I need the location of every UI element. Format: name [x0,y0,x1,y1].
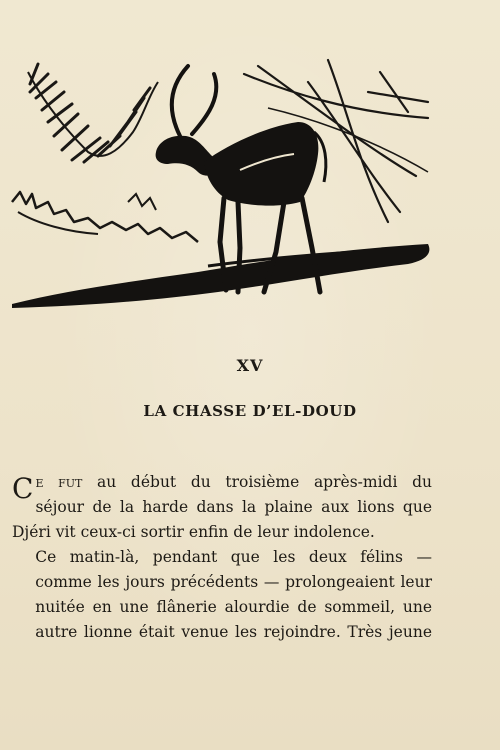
chapter-number: XV [236,356,264,375]
opening-smallcaps: e fut [35,473,83,491]
text-segment: au début du troisième après-midi du [82,473,432,491]
text-line [12,470,432,495]
text-line: nuitée en une flânerie alourdie de sommeil, une [35,598,432,616]
text-line: autre lionne était venue les rejoindre. Très jeune [35,623,432,641]
text-line: comme les jours précédents — prolongeaient leur [35,573,432,591]
text-line: Ce matin-là, pendant que les deux félins — [35,548,432,566]
paragraph-2 [12,545,432,645]
paragraph-1 [12,470,432,545]
drop-cap: C [12,472,34,505]
text-line: Djéri vit ceux-ci sortir enfin de leur indolence. [12,523,375,541]
chapter-title: LA CHASSE D’EL-DOUD [143,402,357,420]
chapter-body [12,470,432,645]
antelope-illustration [8,52,438,314]
text-line: séjour de la harde dans la plaine aux lions que [35,498,432,516]
